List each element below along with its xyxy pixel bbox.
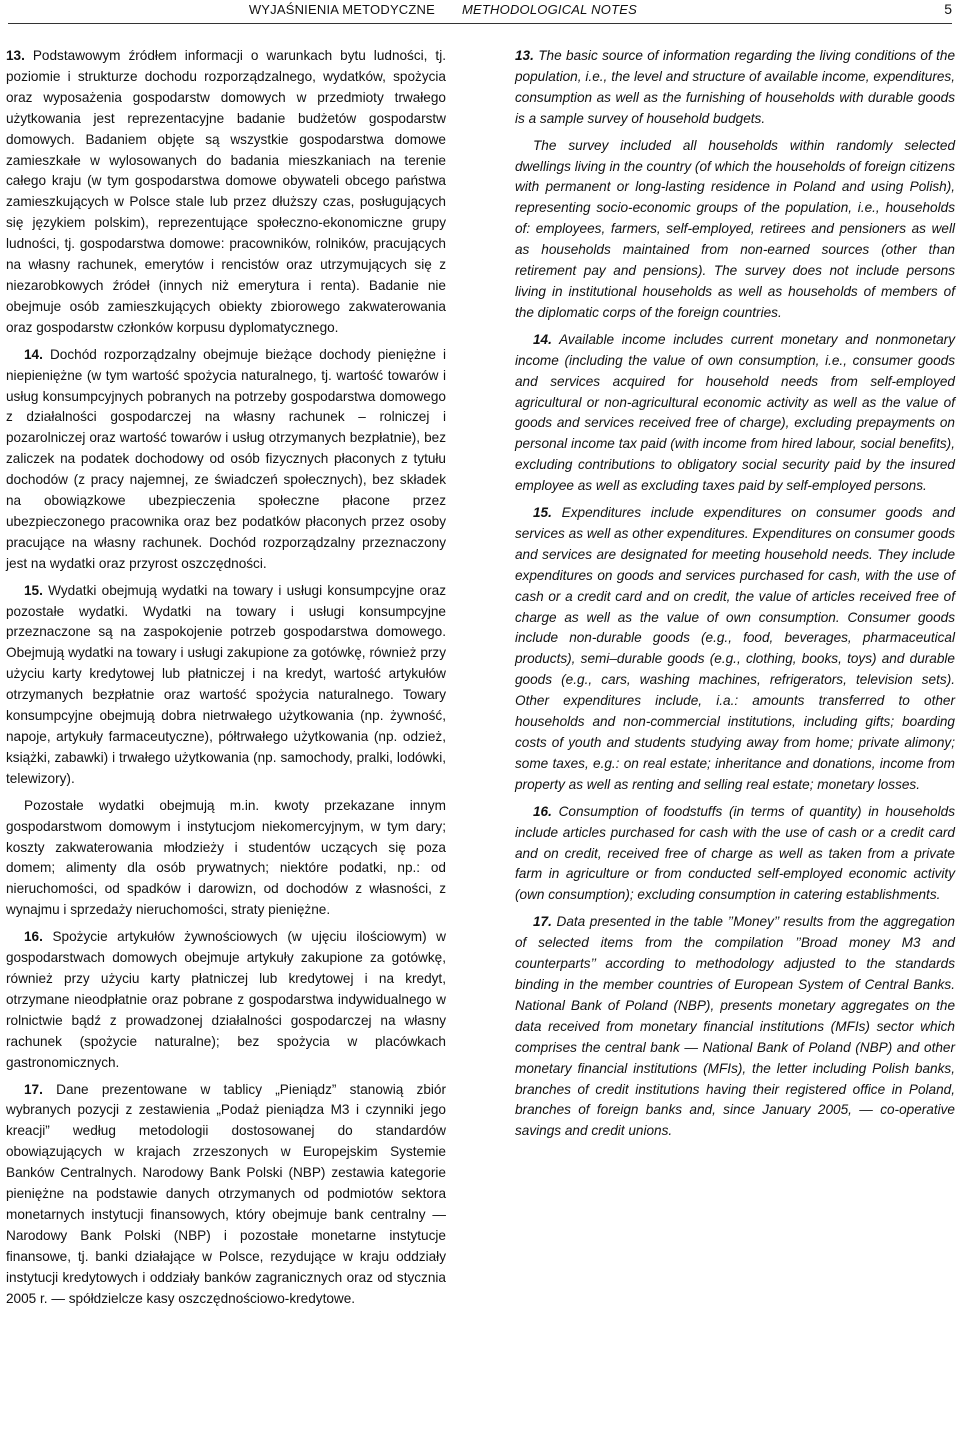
paragraph-number: 14.: [533, 331, 552, 347]
paragraph-text: The basic source of information regarding the living conditions of the population, i.e., the level and structure of available income, expenditures, consumption as well as the furnishing of households with durable goods is a sample survey of household budgets.: [515, 48, 955, 126]
paragraph-16-en: [515, 802, 955, 907]
paragraph-14-en: [515, 330, 955, 497]
paragraph-17-pl: [6, 1080, 446, 1310]
header-title-english: METHODOLOGICAL NOTES: [462, 2, 637, 17]
page-number: 5: [944, 1, 952, 17]
paragraph-16-pl: [6, 927, 446, 1073]
paragraph-14-pl: [6, 345, 446, 575]
paragraph-number: 16.: [533, 803, 552, 819]
header-divider: [8, 23, 952, 24]
paragraph-text: Expenditures include expenditures on consumer goods and services as well as other expenditures. Expenditures on consumer goods and services are designated for meeting household needs. They include expenditures on goods and services purchased for cash, with the use of cash or a credit card and on credit, the value of articles received free of charge as well as the value of own consumption. Consumer goods include non-durable goods (e.g., food, beverages, pharmaceutical products), semi–durable goods (e.g., clothing, books, toys) and durable goods (e.g., cars, washing machines, refrigerators, television sets). Other expenditures include, i.a.: amounts transferred to other households and non-commercial institutions, including gifts; boarding costs of youth and students studying away from home; private alimony; some taxes, e.g.: on real estate; inheritance and donations, income from property as well as renting and selling real estate; monetary losses.: [515, 505, 955, 792]
paragraph-15b-pl: [6, 796, 446, 921]
paragraph-text: Data presented in the table ’’Money’’ results from the aggregation of selected items from the compilation ’’Broad money M3 and counterparts’’ according to methodology adjusted to the standards binding in the member countries of European System of Central Banks. National Bank of Poland (NBP), presents monetary aggregates on the data received from monetary financial institutions (MFIs) sector which comprises the central bank — National Bank of Poland (NBP) and other monetary financial institutions (MFIs), the letter including Polish banks, branches of credit institutions having their registered office in Poland, branches of foreign banks and, since January 2005, — co-operative savings and credit unions.: [515, 914, 955, 1139]
paragraph-text: Dochód rozporządzalny obejmuje bieżące dochody pieniężne i niepieniężne (w tym wartość spożycia naturalnego, tj. wartość towarów i usług konsumpcyjnych pobranych na potrzeby gospodarstwa domowego z działalności gospodarczej na własny rachunek – rolniczej i pozarolniczej oraz wartość towarów i usług otrzymanych bezpłatnie), bez zaliczek na podatek dochodowy od osób fizycznych płaconych z tytułu dochodów (z pracy najemnej, ze świadczeń społecznych), bez składek na obowiązkowe ubezpieczenia społeczne płacone przez ubezpieczonego pracownika oraz bez podatków płaconych przez osoby pracujące na własny rachunek. Dochód rozporządzalny przeznaczony jest na wydatki oraz przyrost oszczędności.: [6, 346, 446, 571]
paragraph-number: 15.: [533, 505, 552, 521]
header-title-polish: WYJAŚNIENIA METODYCZNE: [248, 2, 435, 17]
paragraph-text: The survey included all households within randomly selected dwellings living in the country (of which the households of foreign citizens with permanent or long-lasting residence in Poland and using Polish), representing socio-economic groups of the population, i.e., households of: employees, farmers, self-employed, retirees and pensioners as well as households maintained from non-earned sources (other than retirement pay and pensions). The survey does not include persons living in institutional households as well as households of members of the diplomatic corps of the foreign countries.: [515, 137, 955, 320]
paragraph-text: Podstawowym źródłem informacji o warunkach bytu ludności, tj. poziomie i strukturze dochodu rozporządzalnego, wydatków, spożycia oraz wyposażenia gospodarstw domowych w przedmioty trwałego użytkowania jest reprezentacyjne badanie budżetów gospodarstw domowych. Badaniem objęte są wszystkie gospodarstwa domowe zamieszkałe w wylosowanych do badania mieszkaniach na terenie całego kraju (w tym gospodarstwa domowe obywateli obcego państwa zamieszkujących w Polsce stale lub przez dłuższy czas, posługujących się językiem polskim), reprezentujące społeczno-ekonomiczne grupy ludności, tj. gospodarstwa domowe: pracowników, rolników, pracujących na własny rachunek, emerytów i rencistów oraz utrzymujących się z niezarobkowych źródeł (innych niż emerytura i renta). Badanie nie obejmuje osób zamieszkujących obiekty zbiorowego zakwaterowania oraz gospodarstw członków korpusu dyplomatycznego.: [6, 48, 446, 335]
paragraph-text: Spożycie artykułów żywnościowych (w ujęciu ilościowym) w gospodarstwach domowych obejmuje artykuły zakupione za gotówkę, również przy użyciu karty płatniczej lub kredytowej i na kredyt, otrzymane nieodpłatnie oraz pobrane z gospodarstwa indywidualnego w rolnictwie bądź z prowadzonej działalności gospodarczej na własny rachunek (spożycie naturalne); bez spożycia w placówkach gastronomicznych.: [6, 929, 446, 1070]
paragraph-13-pl: [6, 46, 446, 339]
paragraph-text: Dane prezentowane w tablicy „Pieniądz” stanowią zbiór wybranych pozycji z zestawienia „Podaż pieniądza M3 i czynniki jego kreacji” według metodologii dostosowanej do standardów obowiązujących w krajach zrzeszonych w Europejskim Systemie Banków Centralnych. Narodowy Bank Polski (NBP) zestawia kategorie pieniężne na podstawie danych otrzymanych od podmiotów sektora monetarnych instytucji finansowych, który obejmuje bank centralny — Narodowy Bank Polski (NBP) i pozostałe monetarne instytucje finansowe, tj. banki działające w Polsce, rezydujące w kraju oddziały instytucji kredytowych i oddziały banków zagranicznych oraz od stycznia 2005 r. — spółdzielcze kasy oszczędnościowo-kredytowe.: [6, 1081, 446, 1306]
paragraph-15-pl: [6, 581, 446, 790]
paragraph-15-en: [515, 503, 955, 796]
paragraph-number: 16.: [24, 929, 43, 945]
page-header: [0, 0, 960, 26]
paragraph-number: 17.: [24, 1081, 43, 1097]
paragraph-number: 17.: [533, 914, 552, 930]
paragraph-13b-en: [515, 136, 955, 324]
polish-column: [6, 46, 446, 1315]
paragraph-number: 15.: [24, 582, 43, 598]
paragraph-17-en: [515, 912, 955, 1142]
paragraph-number: 14.: [24, 346, 43, 362]
paragraph-text: Available income includes current monetary and nonmonetary income (including the value of own consumption, i.e., consumer goods and services acquired for household needs from self-employed agricultural or non-agricultural economic activity as well as the value of goods and services received free of charge), excluding prepayments on personal income tax paid (with income from hired labour, social benefits), excluding contributions to obligatory social security paid by the insured employee as well as excluding taxes paid by self-employed persons.: [515, 331, 955, 494]
paragraph-number: 13.: [515, 48, 534, 63]
paragraph-text: Wydatki obejmują wydatki na towary i usługi konsumpcyjne oraz pozostałe wydatki. Wydatki na towary i usługi konsumpcyjne przeznaczone są na zaspokojenie potrzeb gospodarstwa domowego. Obejmują wydatki na towary i usługi zakupione za gotówkę, również przy użyciu karty kredytowej lub płatniczej i na kredyt, wartość artykułów otrzymanych bezpłatnie oraz wartość spożycia naturalnego. Towary konsumpcyjne obejmują dobra nietrwałego użytkowania (np. żywność, napoje, artykuły farmaceutyczne), półtrwałego użytkowania (np. odzież, książki, zabawki) i trwałego użytkowania (np. samochody, pralki, lodówki, telewizory).: [6, 582, 446, 786]
english-column: [515, 46, 955, 1148]
paragraph-text: Consumption of foodstuffs (in terms of quantity) in households include articles purchased for cash with the use of cash or a credit card and on credit, received free of charge as well as taken from a private farm in agriculture or from conducted self-employed economic activity (own consumption); excluding consumption in catering establishments.: [515, 803, 955, 903]
paragraph-13-en: [515, 46, 955, 130]
paragraph-text: Pozostałe wydatki obejmują m.in. kwoty przekazane innym gospodarstwom domowym i instytucjom niekomercyjnym, w tym dary; koszty zakwaterowania młodzieży i studentów uczących się poza domem; alimenty dla osób prywatnych; niektóre podatki, np.: od nieruchomości, od spadków i darowizn, od dochodów z własności, z wynajmu i sprzedaży nieruchomości, straty pieniężne.: [6, 797, 446, 918]
paragraph-number: 13.: [6, 48, 25, 63]
